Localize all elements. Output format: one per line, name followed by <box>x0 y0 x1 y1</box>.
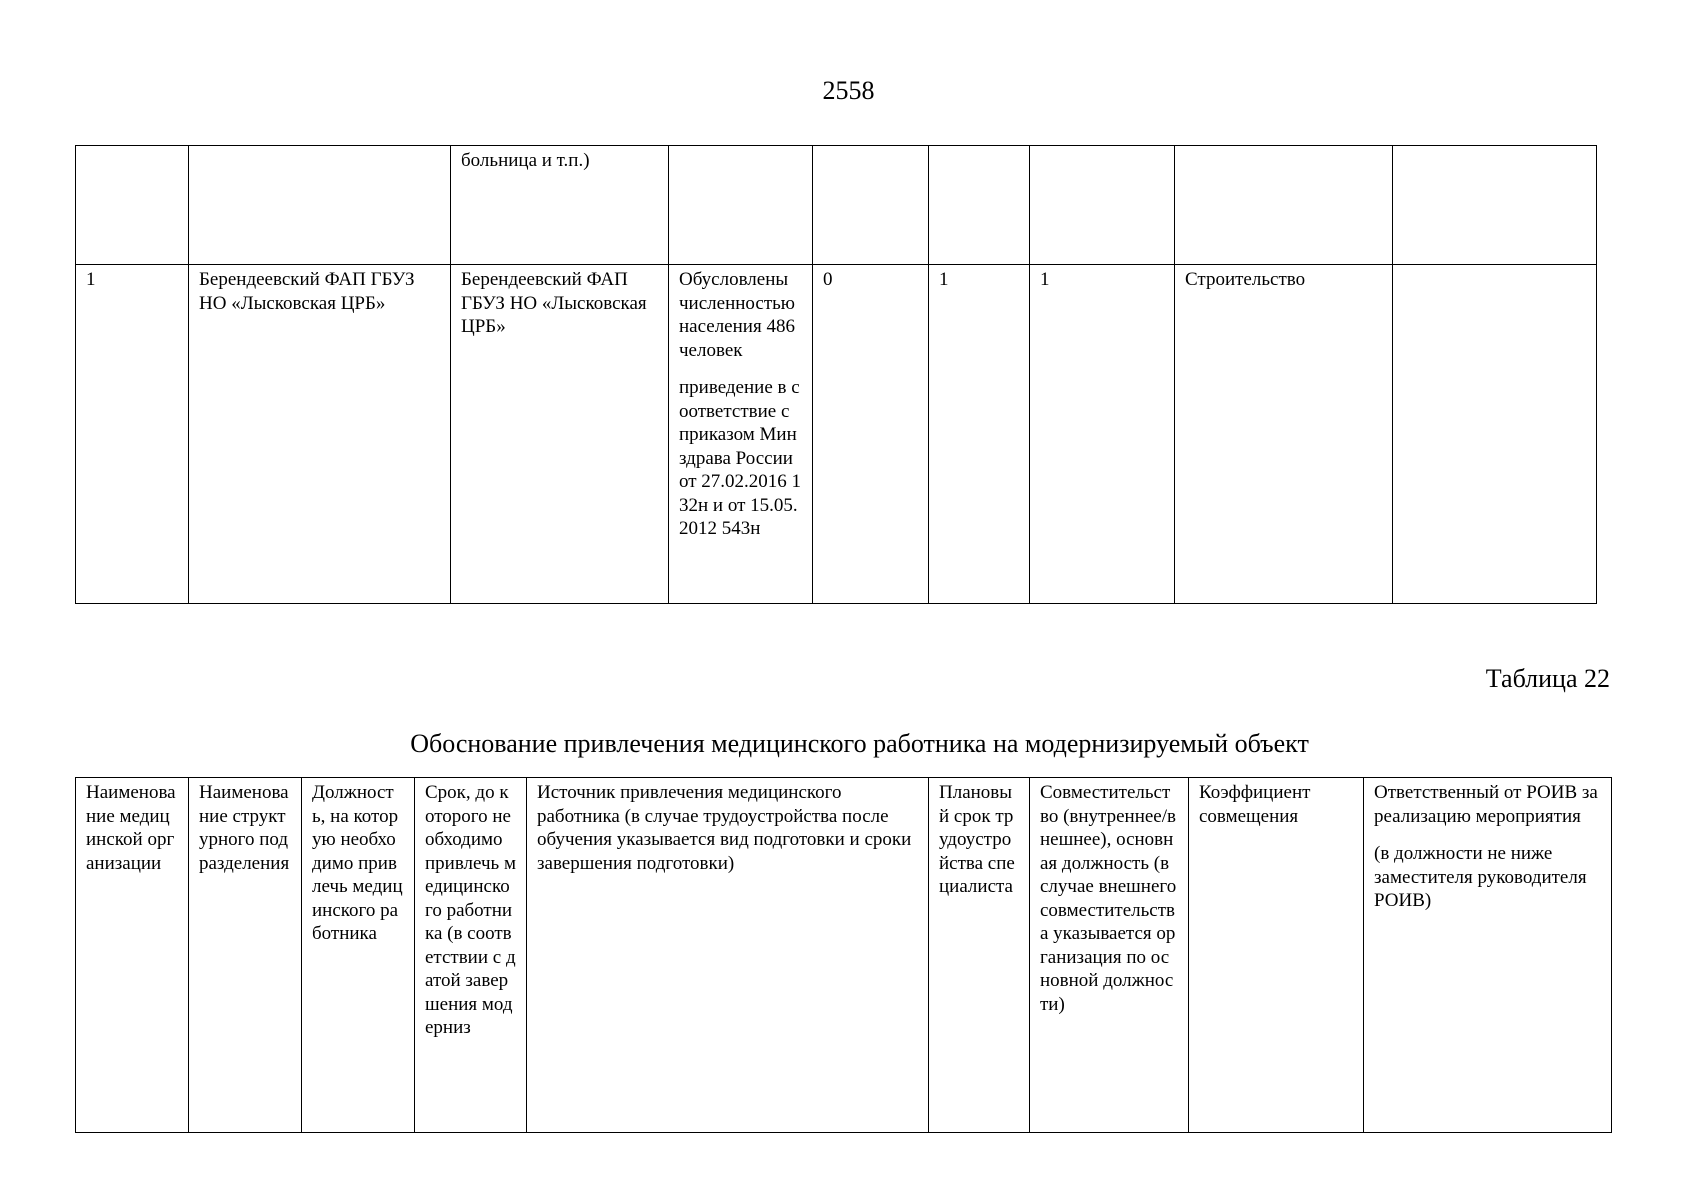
table-cell <box>1393 146 1597 265</box>
table-cell <box>1393 265 1597 604</box>
staff-justification-table <box>75 777 1612 1133</box>
header-cell: Коэффициент совмещения <box>1189 778 1364 1133</box>
header-cell: Плановый срок трудоустройства специалиста <box>929 778 1030 1133</box>
value-cell: 1 <box>929 265 1030 604</box>
header-cell: Должность, на которую необходимо привлечь медицинского работника <box>302 778 415 1133</box>
header-paragraph: Ответственный от РОИВ за реализацию мероприятия <box>1374 782 1598 827</box>
table-number: Таблица 22 <box>1485 664 1610 693</box>
table-cell <box>189 146 451 265</box>
organization-cell: Берендеевский ФАП ГБУЗ НО «Лысковская ЦРБ» <box>189 265 451 604</box>
continued-table <box>75 145 1597 604</box>
table-title: Обоснование привлечения медицинского работника на модернизируемый объект <box>410 729 1309 758</box>
header-cell: Совместительство (внутреннее/внешнее), основная должность (в случае внешнего совместительства указывается организация по основной должности) <box>1030 778 1189 1133</box>
value-cell: 1 <box>1030 265 1175 604</box>
header-cell: Источник привлечения медицинского работника (в случае трудоустройства после обучения указывается вид подготовки и сроки завершения подготовки) <box>527 778 929 1133</box>
table-cell <box>813 146 929 265</box>
table-row <box>76 265 1597 604</box>
justification-cell <box>669 265 813 604</box>
continuation-row <box>76 146 1597 265</box>
header-row <box>76 778 1612 1133</box>
header-cell: Наименование медицинской организации <box>76 778 189 1133</box>
header-cell: Наименование структурного подразделения <box>189 778 302 1133</box>
row-number-cell: 1 <box>76 265 189 604</box>
justification-paragraph: приведение в соответствие с приказом Минздрава России от 27.02.2016 132н и от 15.05.2012 543н <box>679 377 802 539</box>
justification-paragraph: Обусловлены численностью населения 486 человек <box>679 269 795 361</box>
activity-cell: Строительство <box>1175 265 1393 604</box>
table-cell <box>1175 146 1393 265</box>
page-number: 2558 <box>822 76 875 105</box>
table-cell: больница и т.п.) <box>451 146 669 265</box>
table-cell <box>76 146 189 265</box>
header-cell <box>1364 778 1612 1133</box>
header-paragraph: (в должности не ниже заместителя руководителя РОИВ) <box>1374 843 1587 911</box>
value-cell: 0 <box>813 265 929 604</box>
unit-cell: Берендеевский ФАП ГБУЗ НО «Лысковская ЦРБ» <box>451 265 669 604</box>
table-cell <box>929 146 1030 265</box>
table-cell <box>1030 146 1175 265</box>
table-cell <box>669 146 813 265</box>
header-cell: Срок, до которого необходимо привлечь медицинского работника (в соответствии с датой завершения модерниз <box>415 778 527 1133</box>
